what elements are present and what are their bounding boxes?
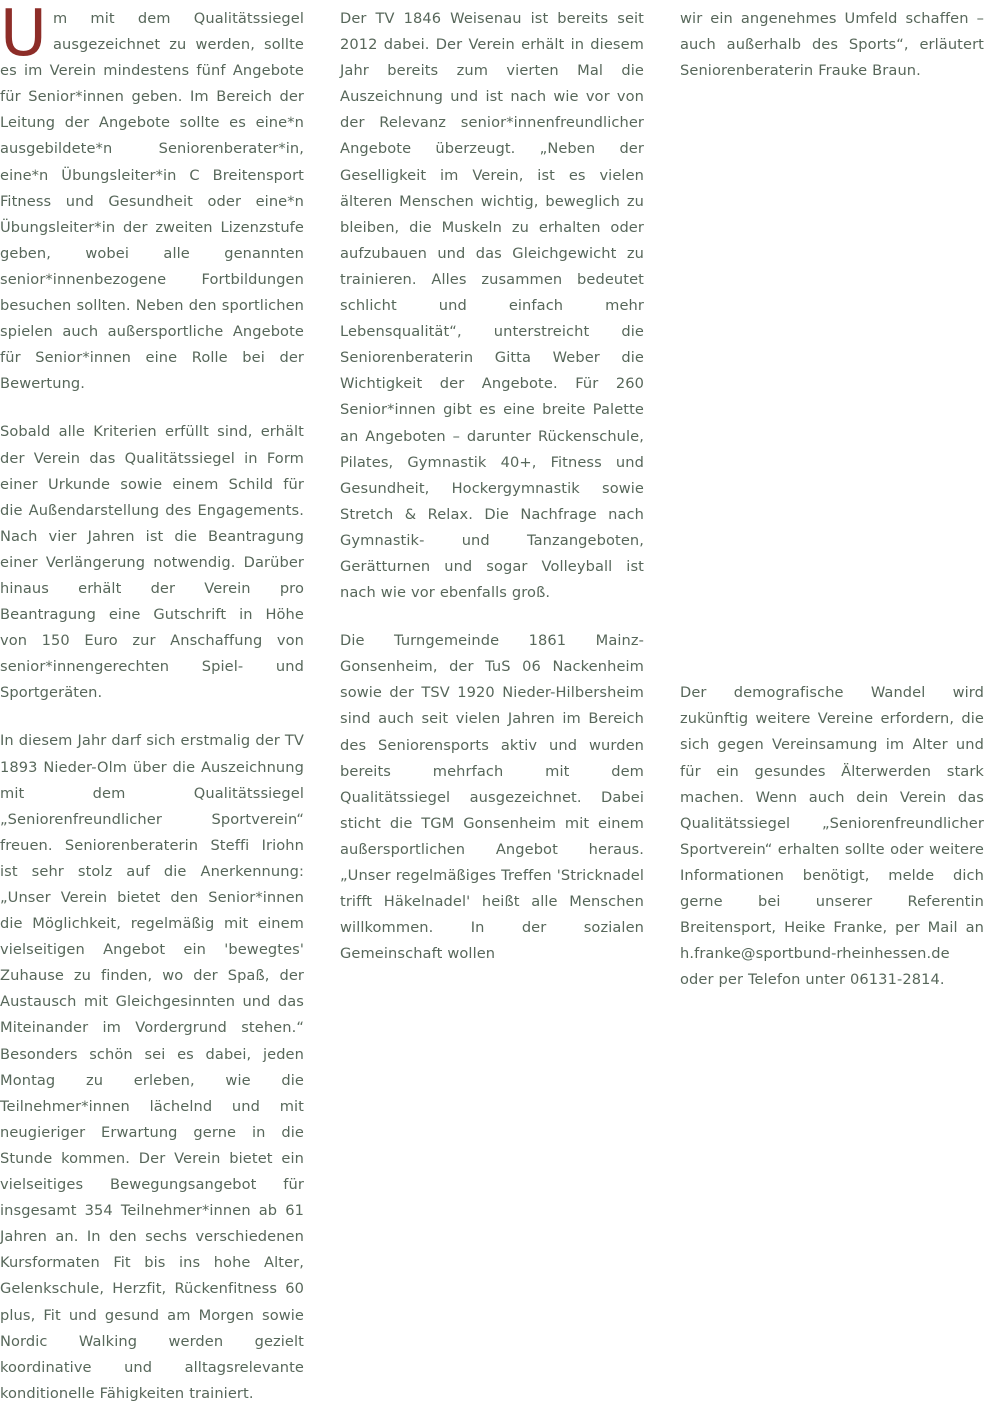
article-column-2 xyxy=(340,6,644,1407)
paragraph: In diesem Jahr darf sich erstmalig der TV 1893 Nieder-Olm über die Auszeichnung mit dem Qualitätssiegel „Seniorenfreundlicher Sportverein“ freuen. Seniorenberaterin Steffi Iriohn ist sehr stolz auf die Anerkennung: „Unser Verein bietet den Senior*innen die Möglichkeit, regelmäßig mit einem vielseitigen Angebot ein 'bewegtes' Zuhause zu finden, wo der Spaß, der Austausch mit Gleichgesinnten und das Miteinander im Vordergrund stehen.“ Besonders schön sei es dabei, jeden Montag zu erleben, wie die Teilnehmer*innen lächelnd und mit neugieriger Erwartung gerne in die Stunde kommen. Der Verein bietet ein vielseitiges Bewegungsangebot für insgesamt 354 Teilnehmer*innen ab 61 Jahren an. In den sechs verschiedenen Kursformaten Fit bis ins hohe Alter, Gelenkschule, Herzfit, Rückenfitness 60 plus, Fit und gesund am Morgen sowie Nordic Walking werden gezielt koordinative und alltagsrelevante konditionelle Fähigkeiten trainiert. xyxy=(0,732,304,1402)
paragraph-text: m mit dem Qualitätssiegel ausgezeichnet zu werden, sollte es im Verein mindestens fünf Angebote für Senior*innen geben. Im Bereich der Leitung der Angebote sollte es eine*n ausgebildete*n Seniorenberater*in, eine*n Übungsleiter*in C Breitensport Fitness und Gesundheit oder eine*n Übungsleiter*in der zweiten Lizenzstufe geben, wobei alle genannten senior*innenbezogene Fortbildungen besuchen sollten. Neben den sportlichen spielen auch außersportliche Angebote für Senior*innen eine Rolle bei der Bewertung. xyxy=(0,10,304,393)
article-column-3 xyxy=(680,6,984,1407)
paragraph: wir ein angenehmes Umfeld schaffen – auch außerhalb des Sports“, erläutert Seniorenberaterin Frauke Braun. xyxy=(680,10,984,80)
paragraph xyxy=(0,0,304,397)
paragraph: Der TV 1846 Weisenau ist bereits seit 2012 dabei. Der Verein erhält in diesem Jahr bereits zum vierten Mal die Auszeichnung und ist nach wie vor von der Relevanz senior*innenfreundlicher Angebote überzeugt. „Neben der Geselligkeit im Verein, ist es vielen älteren Menschen wichtig, beweglich zu bleiben, die Muskeln zu erhalten oder aufzubauen und das Gleichgewicht zu trainieren. Alles zusammen bedeutet schlicht und einfach mehr Lebensqualität“, unterstreicht die Seniorenberaterin Gitta Weber die Wichtigkeit der Angebote. Für 260 Senior*innen gibt es eine breite Palette an Angeboten – darunter Rückenschule, Pilates, Gymnastik 40+, Fitness und Gesundheit, Hockergymnastik sowie Stretch & Relax. Die Nachfrage nach Gymnastik- und Tanzangeboten, Gerätturnen und sogar Volleyball ist nach wie vor ebenfalls groß. xyxy=(340,10,644,602)
paragraph: Der demografische Wandel wird zukünftig weitere Vereine erfordern, die sich gegen Vereinsamung im Alter und für ein gesundes Älterwerden stark machen. Wenn auch dein Verein das Qualitätssiegel „Seniorenfreundlicher Sportverein“ erhalten sollte oder weitere Informationen benötigt, melde dich gerne bei unserer Referentin Breitensport, Heike Franke, per Mail an h.franke@sportbund-rheinhessen.de oder per Telefon unter 06131-2814. xyxy=(680,684,984,989)
article-column-1 xyxy=(0,0,304,1407)
paragraph: Sobald alle Kriterien erfüllt sind, erhält der Verein das Qualitätssiegel in Form einer Urkunde sowie einem Schild für die Außendarstellung des Engagements. Nach vier Jahren ist die Beantragung einer Verlängerung notwendig. Darüber hinaus erhält der Verein pro Beantragung eine Gutschrift in Höhe von 150 Euro zur Anschaffung von senior*innengerechten Spiel- und Sportgeräten. xyxy=(0,423,304,702)
column-spacer xyxy=(680,106,984,680)
paragraph: Die Turngemeinde 1861 Mainz-Gonsenheim, der TuS 06 Nackenheim sowie der TSV 1920 Nieder-Hilbersheim sind auch seit vielen Jahren im Bereich des Seniorensports aktiv und wurden bereits mehrfach mit dem Qualitätssiegel ausgezeichnet. Dabei sticht die TGM Gonsenheim mit einem außersportlichen Angebot heraus. „Unser regelmäßiges Treffen 'Stricknadel trifft Häkelnadel' heißt alle Menschen willkommen. In der sozialen Gemeinschaft wollen xyxy=(340,632,644,963)
drop-cap: U xyxy=(0,0,47,71)
